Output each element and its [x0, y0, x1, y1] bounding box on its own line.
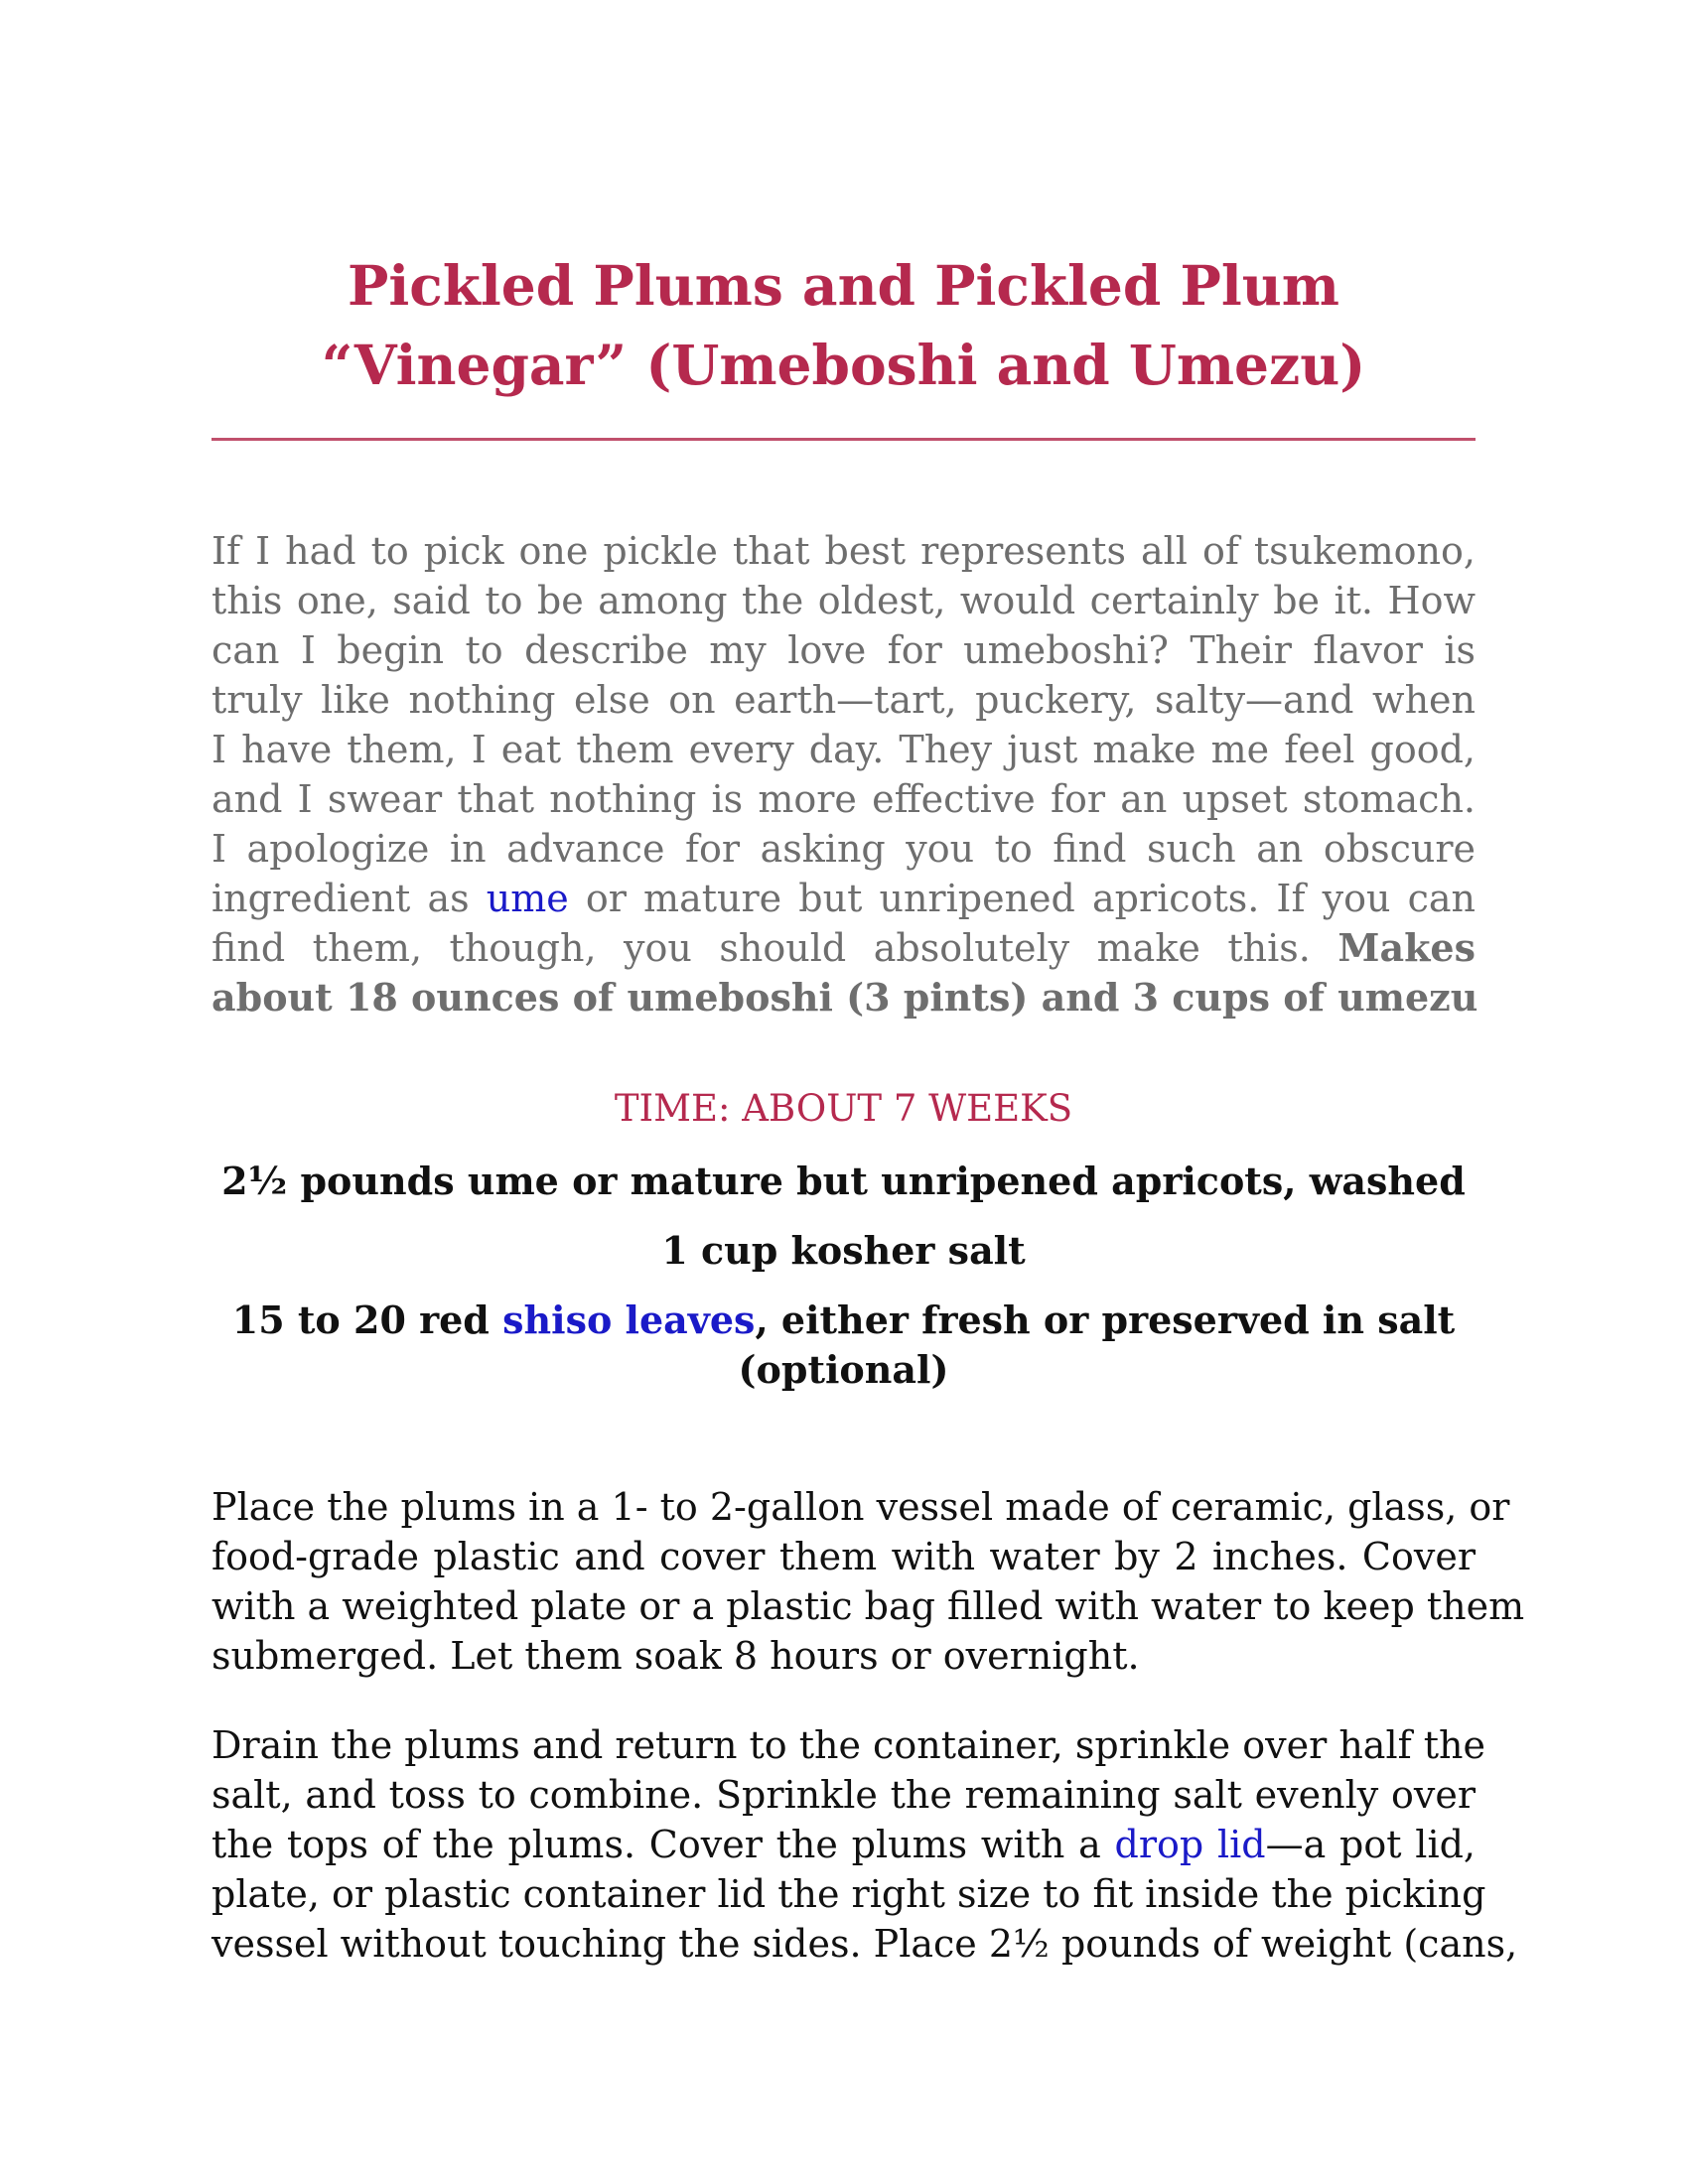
step-line: Place the plums in a 1- to 2-gallon vessel made of ceramic, glass, or	[211, 1485, 1510, 1529]
intro-text: find them, though, you should absolutely make this.	[211, 926, 1311, 970]
step-line: vessel without touching the sides. Place 2½ pounds of weight (cans,	[211, 1922, 1518, 1966]
intro-line: truly like nothing else on earth—tart, puckery, salty—and when	[211, 678, 1476, 722]
method-step	[211, 1720, 1518, 1969]
yield-text: Makes	[1337, 925, 1476, 970]
recipe-time: TIME: ABOUT 7 WEEKS	[614, 1087, 1073, 1130]
recipe-title	[211, 246, 1476, 405]
recipe-title-line-2: “Vinegar” (Umeboshi and Umezu)	[321, 333, 1366, 397]
step-line: plate, or plastic container lid the right size to fit inside the picking	[211, 1872, 1486, 1916]
ingredient-item: 2½ pounds ume or mature but unripened apricots, washed	[221, 1159, 1466, 1203]
ingredient-text: 15 to 20 red	[231, 1297, 503, 1342]
step-line: with a weighted plate or a plastic bag filled with water to keep them	[211, 1584, 1525, 1628]
title-divider	[211, 438, 1476, 441]
ingredient-item	[211, 1296, 1476, 1395]
intro-line: I apologize in advance for asking you to find such an obscure	[211, 827, 1476, 871]
step-line: submerged. Let them soak 8 hours or overnight.	[211, 1634, 1140, 1678]
intro-line-with-link	[211, 874, 1476, 923]
yield-text: about 18 ounces of umeboshi (3 pints) and 3 cups of umezu	[211, 975, 1478, 1020]
intro-paragraph	[211, 526, 1476, 1023]
step-line: Drain the plums and return to the container, sprinkle over half the	[211, 1723, 1485, 1767]
step-text: the tops of the plums. Cover the plums with a	[211, 1823, 1115, 1866]
recipe-title-line-1: Pickled Plums and Pickled Plum	[348, 253, 1339, 318]
ingredient-list	[211, 1157, 1476, 1415]
ingredient-item: 1 cup kosher salt	[661, 1228, 1026, 1273]
step-line: salt, and toss to combine. Sprinkle the remaining salt evenly over	[211, 1773, 1476, 1817]
intro-line: and I swear that nothing is more effective for an upset stomach.	[211, 777, 1476, 821]
ingredient-text: , either fresh or preserved in salt	[755, 1297, 1456, 1342]
method-steps	[211, 1482, 1525, 2008]
ume-link[interactable]: ume	[486, 877, 569, 920]
step-text: —a pot lid,	[1265, 1823, 1477, 1866]
ingredient-line: (optional)	[738, 1347, 949, 1392]
intro-line: I have them, I eat them every day. They just make me feel good,	[211, 728, 1476, 771]
step-line-with-link	[211, 1820, 1476, 1869]
intro-text: or mature but unripened apricots. If you can	[568, 877, 1476, 920]
step-line: food-grade plastic and cover them with water by 2 inches. Cover	[211, 1535, 1476, 1578]
intro-line: If I had to pick one pickle that best represents all of tsukemono,	[211, 529, 1476, 573]
method-step	[211, 1482, 1525, 1681]
intro-line: this one, said to be among the oldest, would certainly be it. How	[211, 579, 1476, 622]
ingredient-line	[211, 1296, 1476, 1345]
drop-lid-link[interactable]: drop lid	[1114, 1823, 1266, 1866]
intro-line: can I begin to describe my love for umeboshi? Their flavor is	[211, 628, 1476, 672]
intro-line	[211, 923, 1476, 973]
intro-text: ingredient as	[211, 877, 487, 920]
shiso-leaves-link[interactable]: shiso leaves	[502, 1297, 756, 1342]
